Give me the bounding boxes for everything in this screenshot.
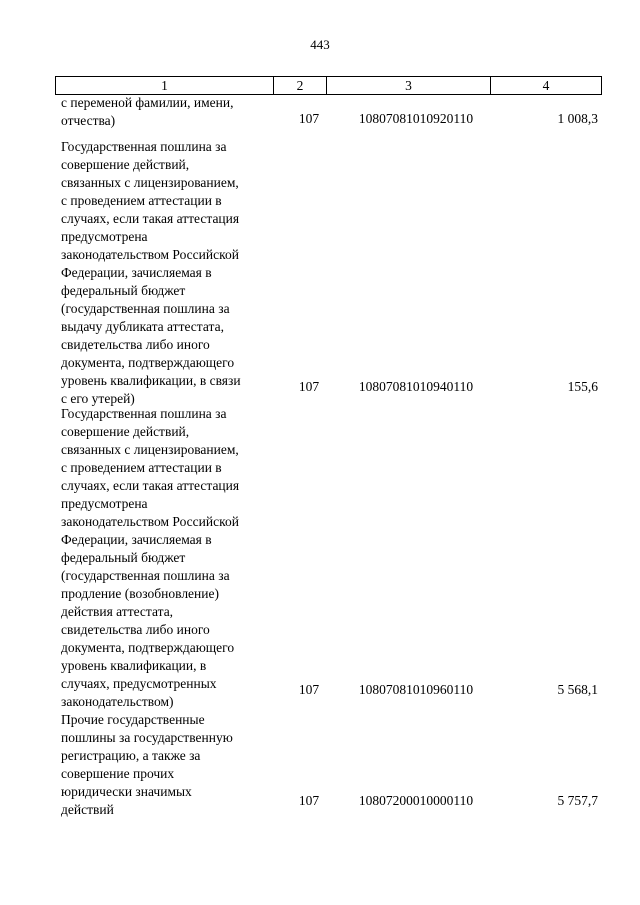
row-description: с переменой фамилии, имени, отчества): [61, 95, 234, 128]
row-description: Прочие государственные пошлины за государственную регистрацию, а также за совершение прочих юридически значимых действий: [61, 712, 233, 817]
row-kbk: 10807200010000110: [358, 793, 474, 808]
row-amount: 1 008,3: [557, 111, 598, 126]
row-code: 107: [298, 682, 320, 697]
row-amount: 5 757,7: [557, 793, 598, 808]
row-amount: 5 568,1: [557, 682, 598, 697]
page-number: 443: [310, 37, 330, 52]
row-kbk: 10807081010960110: [358, 682, 474, 697]
column-header-4: 4: [491, 77, 602, 95]
row-amount: 155,6: [567, 379, 598, 394]
column-header-1: 1: [56, 77, 274, 95]
row-code: 107: [298, 111, 320, 126]
row-description: Государственная пошлина за совершение действий, связанных с лицензированием, с проведением аттестации в случаях, если такая аттестация предусмотрена законодательством Российской Федерации, зачисляемая в федеральный бюджет (государственная пошлина за выдачу дубликата аттестата, свидетельства либо иного документа, подтверждающего уровень квалификации, в связи с его утерей): [61, 139, 241, 406]
row-kbk: 10807081010940110: [358, 379, 474, 394]
row-code: 107: [298, 379, 320, 394]
column-header-table: [55, 76, 602, 95]
row-description: Государственная пошлина за совершение действий, связанных с лицензированием, с проведением аттестации в случаях, если такая аттестация предусмотрена законодательством Российской Федерации, зачисляемая в федеральный бюджет (государственная пошлина за продление (возобновление) действия аттестата, свидетельства либо иного документа, подтверждающего уровень квалификации, в случаях, предусмотренных законодательством): [61, 406, 240, 709]
column-header-row: [56, 77, 602, 95]
column-header-2: 2: [274, 77, 327, 95]
column-header-3: 3: [327, 77, 491, 95]
row-code: 107: [298, 793, 320, 808]
row-kbk: 10807081010920110: [358, 111, 474, 126]
